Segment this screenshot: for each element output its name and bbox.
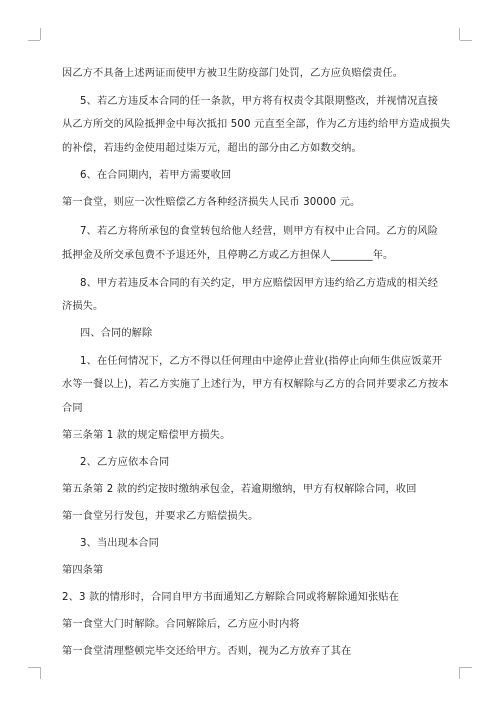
- crop-mark-bottom-left-h: [28, 667, 40, 668]
- crop-mark-bottom-right-h: [460, 667, 472, 668]
- body-line: 第一食堂清理整顿完毕交还给甲方。否则，视为乙方放弃了其在: [62, 646, 352, 657]
- body-line: 合同: [62, 403, 83, 414]
- body-line: 第三条第 1 款的规定赔偿甲方损失。: [62, 430, 231, 441]
- section-heading: 四、合同的解除: [80, 328, 153, 339]
- crop-mark-top-right-h: [460, 40, 472, 41]
- crop-mark-top-left-h: [28, 40, 40, 41]
- body-line: 第一食堂另行发包，并要求乙方赔偿损失。: [62, 511, 259, 522]
- crop-mark-top-left-v: [40, 28, 41, 40]
- clause-1-line: 1、在任何情况下，乙方不得以任何理由中途停止营业(指停止向师生供应饭菜开: [80, 356, 443, 367]
- body-line: 抵押金及所交承包费不予退还外，且停聘乙方或乙方担保人________年。: [62, 250, 394, 261]
- body-line: 第一食堂大门时解除。合同解除后，乙方应小时内将: [62, 619, 300, 630]
- body-line: 第四条第: [62, 565, 104, 576]
- body-line: 从乙方所交的风险抵押金中每次抵扣 500 元直至全部，作为乙方违约给甲方造成损失: [62, 119, 451, 130]
- body-line: 第五条第 2 款的约定按时缴纳承包金，若逾期缴纳，甲方有权解除合同，收回: [62, 484, 417, 495]
- clause-8-line: 8、甲方若违反本合同的有关约定，甲方应赔偿因甲方违约给乙方造成的相关经: [80, 278, 439, 289]
- body-line: 的补偿，若违约金使用超过柒万元，超出的部分由乙方如数交纳。: [62, 143, 362, 154]
- clause-2-line: 2、乙方应依本合同: [80, 457, 170, 468]
- body-line: 2、3 款的情形时，合同自甲方书面通知乙方解除合同或将解除通知张贴在: [62, 592, 400, 603]
- crop-mark-bottom-right-v: [459, 667, 460, 679]
- clause-6-line: 6、在合同期内，若甲方需要收回: [80, 170, 232, 181]
- clause-5-line: 5、若乙方违反本合同的任一条款，甲方将有权责令其限期整改，并视情况直接: [80, 96, 439, 107]
- body-line: 因乙方不具备上述两证而使甲方被卫生防疫部门处罚，乙方应负赔偿责任。: [62, 68, 404, 79]
- crop-mark-bottom-left-v: [40, 667, 41, 679]
- body-line: 水等一餐以上)，若乙方实施了上述行为，甲方有权解除与乙方的合同并要求乙方按本: [62, 379, 449, 390]
- clause-7-line: 7、若乙方将所承包的食堂转包给他人经营，则甲方有权中止合同。乙方的风险: [80, 226, 439, 237]
- crop-mark-top-right-v: [459, 28, 460, 40]
- body-line: 济损失。: [62, 301, 104, 312]
- clause-3-line: 3、当出现本合同: [80, 538, 159, 549]
- body-line: 第一食堂，则应一次性赔偿乙方各种经济损失人民币 30000 元。: [62, 197, 361, 208]
